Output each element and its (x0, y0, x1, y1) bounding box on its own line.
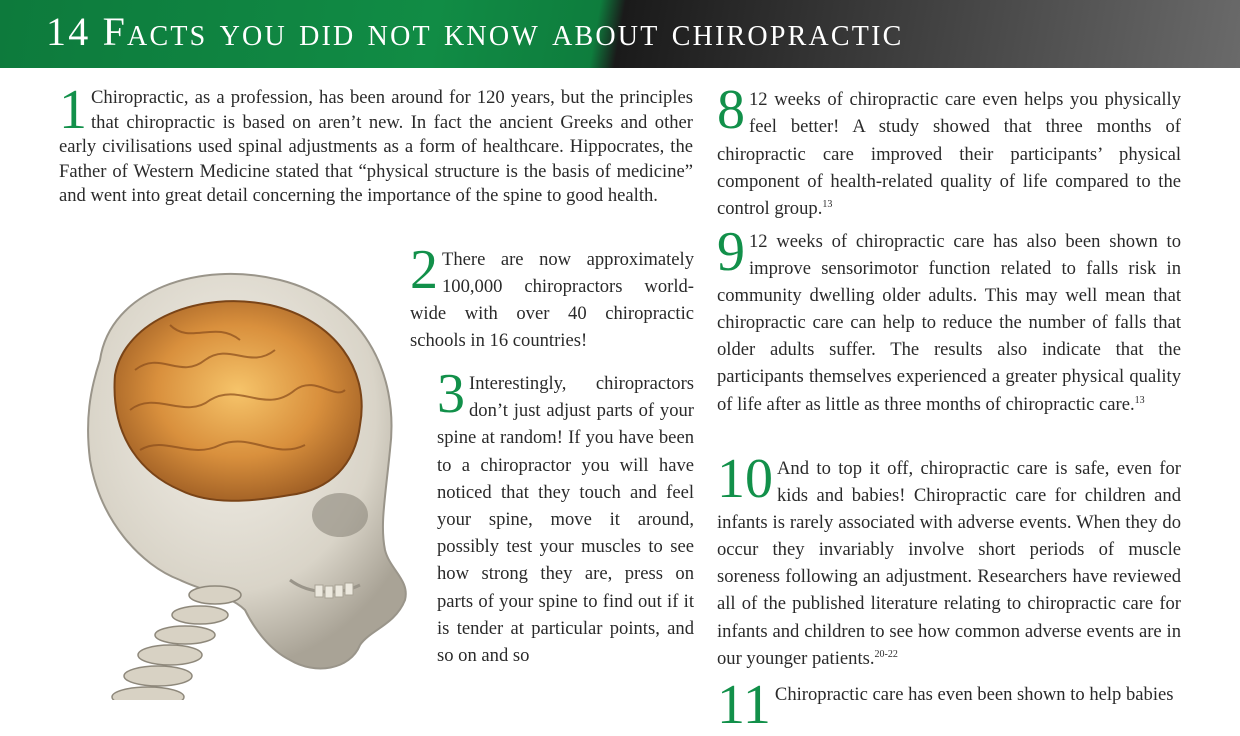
fact-text: There are now approximately 100,000 chiropractors world-wide with over 40 chiropractic schools in 16 countries! (410, 249, 694, 351)
title-banner (0, 0, 1240, 68)
fact-8 (717, 79, 1181, 222)
fact-number: 2 (410, 239, 438, 301)
title-number: 14 (46, 9, 91, 54)
page-title (46, 8, 904, 55)
fact-9 (717, 221, 1181, 418)
title-text: Facts you did not know about chiropractic (102, 9, 904, 54)
fact-number: 1 (59, 79, 87, 141)
fact-number: 8 (717, 79, 745, 141)
fact-text: 12 weeks of chiropractic care even helps you physically feel better! A study showed that three months of chiropractic care improved their participants’ physical component of health-related quality of life compared to the control group. (717, 89, 1181, 220)
reference-superscript: 13 (822, 199, 833, 210)
fact-2 (410, 239, 694, 354)
fact-3 (437, 363, 694, 669)
fact-text: Chiropractic care has even been shown to help babies (774, 684, 1174, 705)
fact-10 (717, 448, 1181, 672)
fact-number: 9 (717, 221, 745, 283)
fact-number: 11 (717, 674, 771, 736)
reference-superscript: 20-22 (874, 648, 898, 660)
fact-number: 10 (717, 448, 773, 510)
fact-text: Interestingly, chiropractors don’t just adjust parts of your spine at random! If you have been to a chiropractor you will have noticed that they touch and feel your spine, move it around, possibly test your muscles to see how strong they are, press on parts of your spine to find out if it is tender at particular points, and so on and so (437, 373, 694, 667)
fact-text: 12 weeks of chiropractic care has also been shown to improve sensorimotor function related to falls risk in community dwelling older adults. This may well mean that chiropractic care can help to reduce the number of falls that older adults suffer. The results also indicate that the participants themselves experienced a greater physical quality of life after as little as three months of chiropractic care. (717, 231, 1181, 415)
reference-superscript: 13 (1134, 394, 1145, 406)
fact-1 (59, 79, 693, 209)
fact-number: 3 (437, 363, 465, 425)
fact-text: And to top it off, chiropractic care is safe, even for kids and babies! Chiropractic care for children and infants is rarely associated with adverse events. When they do occur they invariably involve short periods of muscle soreness following an adjustment. Researchers have reviewed all of the published literature relating to chiropractic care for infants and children to see how common adverse events are in our younger patients. (717, 458, 1181, 669)
skull-brain-illustration (40, 250, 420, 700)
fact-11 (717, 674, 1181, 736)
fact-text: Chiropractic, as a profession, has been around for 120 years, but the principles that chiropractic is based on aren’t new. In fact the ancient Greeks and other early civilisations used spinal adjustments as a form of healthcare. Hippocrates, the Father of Western Medicine stated that “physical structure is the basis of medicine” and went into great detail concerning the importance of the spine to good health. (59, 87, 693, 207)
